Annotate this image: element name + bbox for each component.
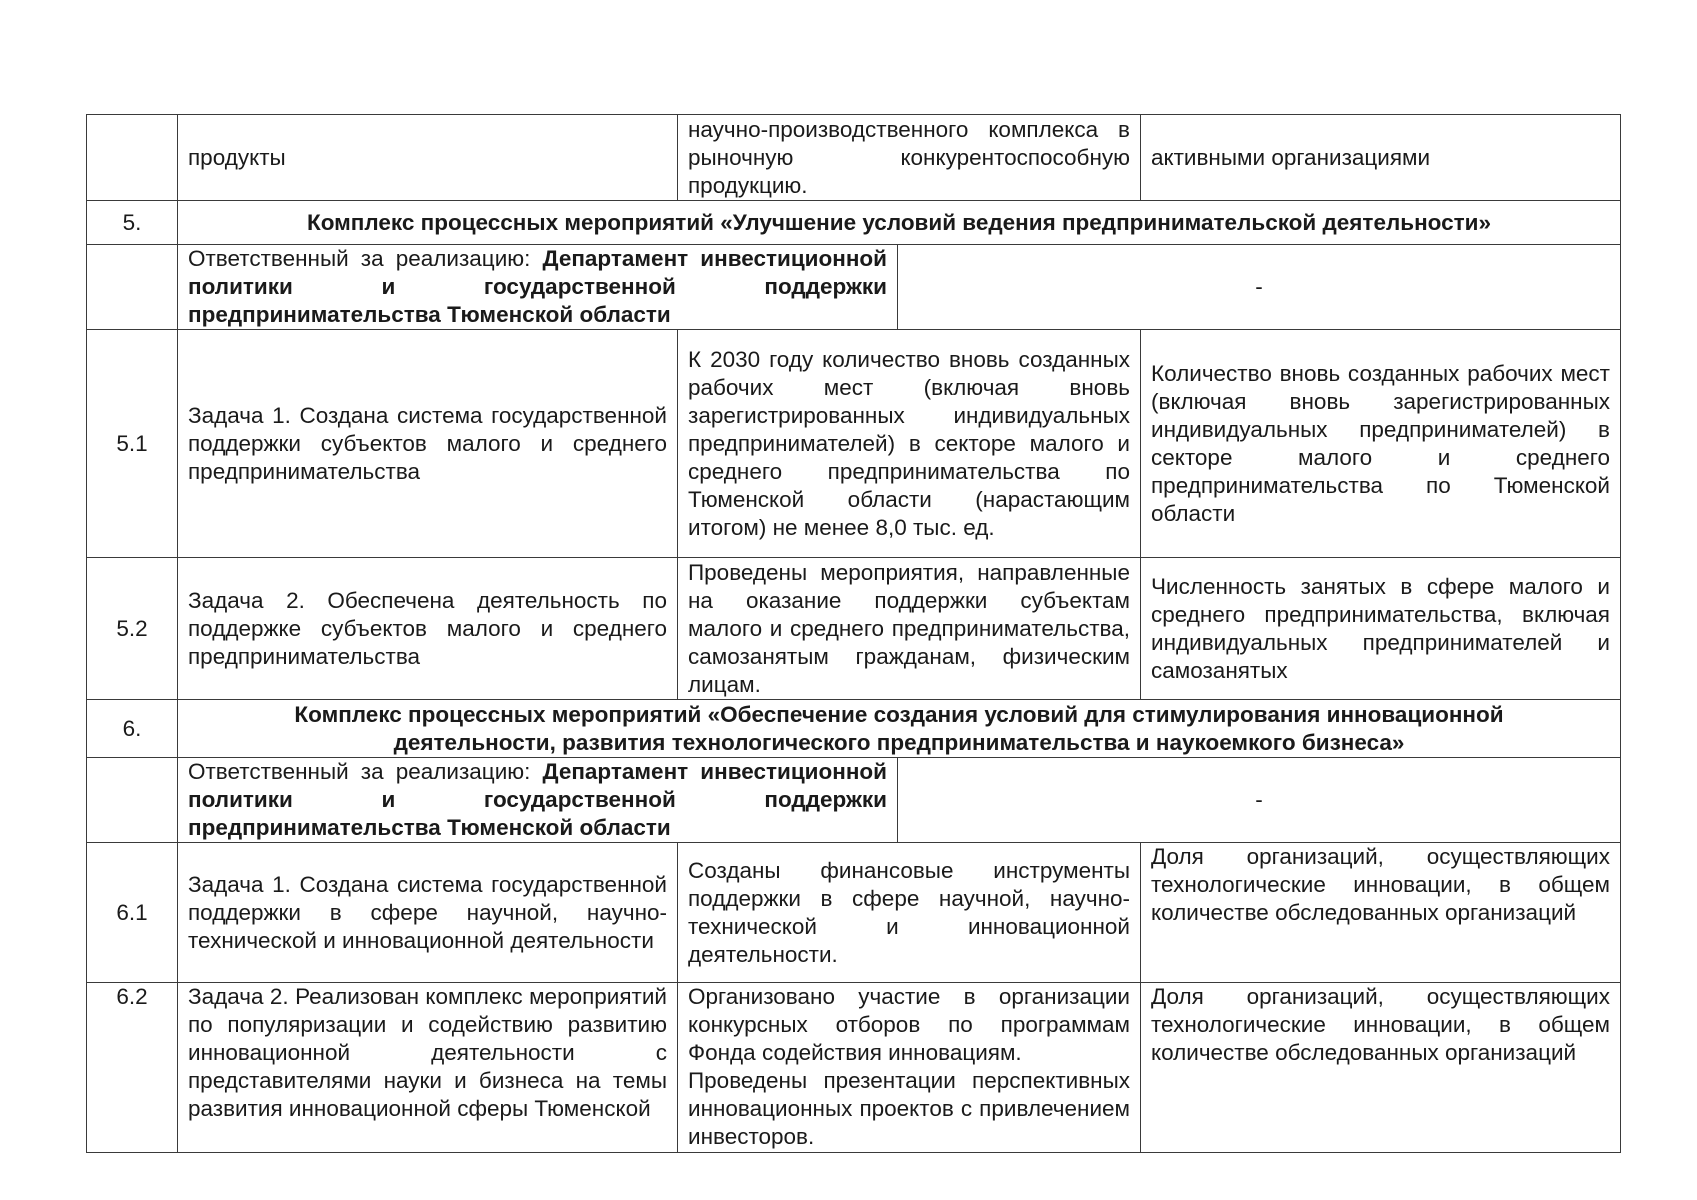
indicator-cell: активными организациями — [1141, 115, 1621, 201]
result-cell — [678, 983, 1141, 1153]
responsible-prefix: Ответственный за реализацию: — [188, 759, 531, 784]
row-number-cell — [87, 115, 178, 201]
responsible-dash: - — [1255, 274, 1263, 299]
result-cell: К 2030 году количество вновь созданных рабочих мест (включая вновь зарегистрированных индивидуальных предпринимателей) в секторе малого и среднего предпринимательства по Тюменской области (нарастающим итогом) не менее 8,0 тыс. ед. — [678, 330, 1141, 558]
table-row — [87, 115, 1621, 201]
section-header-row — [87, 700, 1621, 758]
responsible-prefix: Ответственный за реализацию: — [188, 246, 531, 271]
responsible-cell — [178, 245, 1621, 330]
table-row — [87, 330, 1621, 558]
task-cell: Задача 2. Реализован комплекс мероприятий по популяризации и содействию развитию инновационной деятельности с представителями науки и бизнеса на темы развития инновационной сферы Тюменской — [178, 983, 678, 1153]
responsible-organization: Департамент инвестиционной политики и государственной поддержки предпринимательства Тюменской области — [188, 759, 887, 840]
task-cell: продукты — [178, 115, 678, 201]
responsible-row — [87, 758, 1621, 843]
table-row — [87, 983, 1621, 1153]
indicator-cell: Доля организаций, осуществляющих технологические инновации, в общем количестве обследованных организаций — [1141, 843, 1621, 983]
section-title: Комплекс процессных мероприятий «Улучшение условий ведения предпринимательской деятельности» — [178, 201, 1621, 245]
section-number: 6. — [87, 700, 178, 758]
row-number: 5.1 — [87, 330, 178, 558]
responsible-text — [178, 245, 898, 329]
result-cell: Созданы финансовые инструменты поддержки в сфере научной, научно-технической и инновационной деятельности. — [678, 843, 1141, 983]
indicator-cell: Численность занятых в сфере малого и среднего предпринимательства, включая индивидуальных предпринимателей и самозанятых — [1141, 558, 1621, 700]
responsible-text — [178, 758, 898, 842]
responsible-organization: Департамент инвестиционной политики и государственной поддержки предпринимательства Тюменской области — [188, 246, 887, 327]
indicator-cell: Количество вновь созданных рабочих мест (включая вновь зарегистрированных индивидуальных предпринимателей) в секторе малого и среднего предпринимательства по Тюменской области — [1141, 330, 1621, 558]
result-paragraph: Проведены презентации перспективных инновационных проектов с привлечением инвесторов. — [688, 1068, 1130, 1149]
result-cell: научно-производственного комплекса в рыночную конкурентоспособную продукцию. — [678, 115, 1141, 201]
result-paragraph: Организовано участие в организации конкурсных отборов по программам Фонда содействия инновациям. — [688, 984, 1130, 1065]
result-cell: Проведены мероприятия, направленные на оказание поддержки субъектам малого и среднего предпринимательства, самозанятым гражданам, физическим лицам. — [678, 558, 1141, 700]
task-cell: Задача 2. Обеспечена деятельность по поддержке субъектов малого и среднего предпринимательства — [178, 558, 678, 700]
table-row — [87, 558, 1621, 700]
task-cell: Задача 1. Создана система государственной поддержки субъектов малого и среднего предпринимательства — [178, 330, 678, 558]
responsible-dash: - — [1255, 787, 1263, 812]
row-number: 5.2 — [87, 558, 178, 700]
row-number: 6.2 — [87, 983, 178, 1153]
section-number: 5. — [87, 201, 178, 245]
responsible-cell — [178, 758, 1621, 843]
table-row — [87, 843, 1621, 983]
row-number-cell — [87, 758, 178, 843]
row-number-cell — [87, 245, 178, 330]
row-number: 6.1 — [87, 843, 178, 983]
section-header-row — [87, 201, 1621, 245]
task-cell: Задача 1. Создана система государственной поддержки в сфере научной, научно-технической и инновационной деятельности — [178, 843, 678, 983]
responsible-row — [87, 245, 1621, 330]
program-structure-table — [86, 114, 1621, 1153]
section-title: Комплекс процессных мероприятий «Обеспечение создания условий для стимулирования инновационной деятельности, развития технологического предпринимательства и наукоемкого бизнеса» — [178, 700, 1621, 758]
indicator-cell: Доля организаций, осуществляющих технологические инновации, в общем количестве обследованных организаций — [1141, 983, 1621, 1153]
